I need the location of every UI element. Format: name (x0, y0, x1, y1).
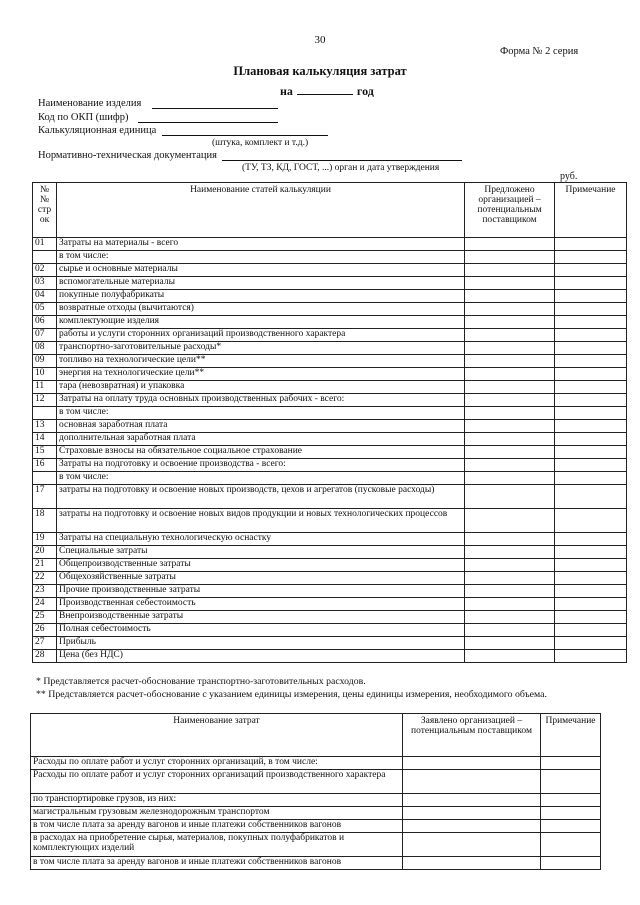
costs-header-declared: Заявлено организацией – потенциальным поставщиком (403, 714, 541, 757)
header-row-number: № № стр ок (33, 183, 57, 238)
product-name-line[interactable] (152, 108, 278, 109)
row-note-cell[interactable] (555, 355, 627, 368)
row-proposed-cell[interactable] (465, 624, 555, 637)
row-proposed-cell[interactable] (465, 316, 555, 329)
costs-row (31, 857, 601, 870)
costs-declared-cell[interactable] (403, 794, 541, 807)
table-row (33, 637, 627, 650)
costs-table (30, 713, 601, 870)
row-number: 11 (33, 381, 57, 394)
header-item-name: Наименование статей калькуляции (57, 183, 465, 238)
row-number: 05 (33, 303, 57, 316)
row-item-name: Внепроизводственные затраты (57, 611, 465, 624)
row-item-name: затраты на подготовку и освоение новых видов продукции и новых технологических процессов (57, 509, 465, 533)
row-number: 28 (33, 650, 57, 663)
costs-note-cell[interactable] (541, 807, 601, 820)
row-note-cell[interactable] (555, 611, 627, 624)
table-row (33, 407, 627, 420)
costs-item-name: в том числе плата за аренду вагонов и иные платежи собственников вагонов (31, 857, 403, 870)
row-proposed-cell[interactable] (465, 546, 555, 559)
costs-note-cell[interactable] (541, 833, 601, 857)
row-item-name: тара (невозвратная) и упаковка (57, 381, 465, 394)
footnote-one-star: * Представляется расчет-обоснование транспортно-заготовительных расходов. (36, 676, 366, 687)
table-row (33, 238, 627, 251)
row-number (33, 472, 57, 485)
costs-declared-cell[interactable] (403, 820, 541, 833)
row-note-cell[interactable] (555, 485, 627, 509)
table-row (33, 485, 627, 509)
row-proposed-cell[interactable] (465, 355, 555, 368)
row-number: 03 (33, 277, 57, 290)
table-row (33, 546, 627, 559)
row-item-name: в том числе: (57, 251, 465, 264)
row-proposed-cell[interactable] (465, 598, 555, 611)
table-row (33, 264, 627, 277)
table-row (33, 559, 627, 572)
row-number: 06 (33, 316, 57, 329)
costs-note-cell[interactable] (541, 794, 601, 807)
table-row (33, 533, 627, 546)
table-row (33, 650, 627, 663)
table-row (33, 624, 627, 637)
row-note-cell[interactable] (555, 277, 627, 290)
row-item-name: Специальные затраты (57, 546, 465, 559)
document-title: Плановая калькуляция затрат (233, 64, 407, 78)
row-note-cell[interactable] (555, 238, 627, 251)
row-number: 19 (33, 533, 57, 546)
normative-docs-label: Нормативно-техническая документация (38, 150, 217, 161)
row-item-name: комплектующие изделия (57, 316, 465, 329)
row-number: 20 (33, 546, 57, 559)
row-number: 13 (33, 420, 57, 433)
table-row (33, 420, 627, 433)
row-item-name: Цена (без НДС) (57, 650, 465, 663)
row-item-name: Общепроизводственные затраты (57, 559, 465, 572)
row-note-cell[interactable] (555, 420, 627, 433)
table-row (33, 472, 627, 485)
row-number: 08 (33, 342, 57, 355)
row-item-name: в том числе: (57, 407, 465, 420)
row-proposed-cell[interactable] (465, 329, 555, 342)
row-number: 17 (33, 485, 57, 509)
row-proposed-cell[interactable] (465, 407, 555, 420)
row-number: 07 (33, 329, 57, 342)
row-number: 24 (33, 598, 57, 611)
row-number: 12 (33, 394, 57, 407)
header-note: Примечание (555, 183, 627, 238)
row-proposed-cell[interactable] (465, 277, 555, 290)
row-number: 16 (33, 459, 57, 472)
table-row (33, 433, 627, 446)
row-number: 01 (33, 238, 57, 251)
table-row (33, 446, 627, 459)
table-row (33, 381, 627, 394)
row-number: 27 (33, 637, 57, 650)
row-note-cell[interactable] (555, 316, 627, 329)
normative-docs-line[interactable] (222, 160, 462, 161)
row-item-name: основная заработная плата (57, 420, 465, 433)
row-item-name: Прочие производственные затраты (57, 585, 465, 598)
costs-item-name: Расходы по оплате работ и услуг сторонних организаций производственного характера (31, 770, 403, 794)
table-row (33, 290, 627, 303)
row-item-name: топливо на технологические цели** (57, 355, 465, 368)
row-proposed-cell[interactable] (465, 650, 555, 663)
row-note-cell[interactable] (555, 624, 627, 637)
row-item-name: Затраты на материалы - всего (57, 238, 465, 251)
row-item-name: вспомогательные материалы (57, 277, 465, 290)
row-proposed-cell[interactable] (465, 433, 555, 446)
table-row (33, 329, 627, 342)
row-note-cell[interactable] (555, 381, 627, 394)
row-item-name: работы и услуги сторонних организаций производственного характера (57, 329, 465, 342)
table-row (33, 572, 627, 585)
row-note-cell[interactable] (555, 637, 627, 650)
costs-note-cell[interactable] (541, 820, 601, 833)
currency-label: руб. (560, 171, 578, 182)
row-proposed-cell[interactable] (465, 637, 555, 650)
row-item-name: транспортно-заготовительные расходы* (57, 342, 465, 355)
row-note-cell[interactable] (555, 585, 627, 598)
costs-item-name: в том числе плата за аренду вагонов и иные платежи собственников вагонов (31, 820, 403, 833)
row-item-name: Страховые взносы на обязательное социальное страхование (57, 446, 465, 459)
row-item-name: энергия на технологические цели** (57, 368, 465, 381)
row-proposed-cell[interactable] (465, 264, 555, 277)
table-row (33, 277, 627, 290)
row-item-name: дополнительная заработная плата (57, 433, 465, 446)
row-proposed-cell[interactable] (465, 368, 555, 381)
calc-unit-label: Калькуляционная единица (38, 125, 157, 136)
row-item-name: Полная себестоимость (57, 624, 465, 637)
row-note-cell[interactable] (555, 533, 627, 546)
year-prefix: на (280, 84, 293, 98)
table-row (33, 394, 627, 407)
normative-docs-hint: (ТУ, ТЗ, КД, ГОСТ, ...) орган и дата утверждения (242, 163, 440, 173)
row-proposed-cell[interactable] (465, 303, 555, 316)
row-proposed-cell[interactable] (465, 290, 555, 303)
page-number: 30 (314, 34, 326, 46)
row-item-name: в том числе: (57, 472, 465, 485)
row-note-cell[interactable] (555, 303, 627, 316)
costs-note-cell[interactable] (541, 770, 601, 794)
row-note-cell[interactable] (555, 509, 627, 533)
costs-note-cell[interactable] (541, 757, 601, 770)
costs-row (31, 794, 601, 807)
costs-declared-cell[interactable] (403, 857, 541, 870)
row-note-cell[interactable] (555, 290, 627, 303)
costs-header-note: Примечание (541, 714, 601, 757)
table-row (33, 303, 627, 316)
row-note-cell[interactable] (555, 650, 627, 663)
costs-declared-cell[interactable] (403, 757, 541, 770)
row-item-name: сырье и основные материалы (57, 264, 465, 277)
row-note-cell[interactable] (555, 264, 627, 277)
row-item-name: Производственная себестоимость (57, 598, 465, 611)
costs-row (31, 807, 601, 820)
row-note-cell[interactable] (555, 559, 627, 572)
row-item-name: Общехозяйственные затраты (57, 572, 465, 585)
product-name-label: Наименование изделия (38, 98, 142, 109)
costs-item-name: Расходы по оплате работ и услуг сторонних организаций, в том числе: (31, 757, 403, 770)
row-proposed-cell[interactable] (465, 251, 555, 264)
costs-row (31, 820, 601, 833)
row-number: 10 (33, 368, 57, 381)
row-number: 21 (33, 559, 57, 572)
row-proposed-cell[interactable] (465, 381, 555, 394)
row-note-cell[interactable] (555, 472, 627, 485)
row-proposed-cell[interactable] (465, 485, 555, 509)
okp-code-label: Код по ОКП (шифр) (38, 112, 129, 123)
row-number (33, 251, 57, 264)
table-row (33, 316, 627, 329)
year-suffix: год (356, 84, 374, 98)
row-proposed-cell[interactable] (465, 394, 555, 407)
costs-header-name: Наименование затрат (31, 714, 403, 757)
row-proposed-cell[interactable] (465, 572, 555, 585)
row-proposed-cell[interactable] (465, 533, 555, 546)
row-proposed-cell[interactable] (465, 446, 555, 459)
header-proposed: Предложено организацией – потенциальным поставщиком (465, 183, 555, 238)
row-item-name: возвратные отходы (вычитаются) (57, 303, 465, 316)
calc-unit-hint: (штука, комплект и т.д.) (212, 138, 309, 148)
row-note-cell[interactable] (555, 368, 627, 381)
row-number: 22 (33, 572, 57, 585)
row-note-cell[interactable] (555, 329, 627, 342)
footnote-two-star: ** Представляется расчет-обоснование с указанием единицы измерения, цены единицы измерения, необходимого объема. (36, 689, 547, 700)
row-number (33, 407, 57, 420)
year-blank[interactable] (297, 84, 353, 95)
row-item-name: Прибыль (57, 637, 465, 650)
table-row (33, 509, 627, 533)
table-row (33, 611, 627, 624)
costs-item-name: в расходах на приобретение сырья, материалов, покупных полуфабрикатов и комплектующих изделий (31, 833, 403, 857)
calc-unit-line[interactable] (162, 135, 328, 136)
row-proposed-cell[interactable] (465, 459, 555, 472)
row-proposed-cell[interactable] (465, 342, 555, 355)
table-row (33, 342, 627, 355)
row-item-name: Затраты на оплату труда основных производственных рабочих - всего: (57, 394, 465, 407)
okp-code-line[interactable] (138, 122, 278, 123)
costs-row (31, 770, 601, 794)
row-note-cell[interactable] (555, 459, 627, 472)
row-number: 09 (33, 355, 57, 368)
costs-declared-cell[interactable] (403, 833, 541, 857)
table-row (33, 368, 627, 381)
calculation-table (32, 182, 627, 663)
row-note-cell[interactable] (555, 407, 627, 420)
costs-item-name: магистральным грузовым железнодорожным транспортом (31, 807, 403, 820)
costs-row (31, 757, 601, 770)
row-note-cell[interactable] (555, 546, 627, 559)
form-label: Форма № 2 серия (500, 46, 579, 57)
row-number: 14 (33, 433, 57, 446)
costs-item-name: по транспортировке грузов, из них: (31, 794, 403, 807)
row-note-cell[interactable] (555, 433, 627, 446)
row-number: 23 (33, 585, 57, 598)
row-number: 15 (33, 446, 57, 459)
row-proposed-cell[interactable] (465, 585, 555, 598)
costs-note-cell[interactable] (541, 857, 601, 870)
row-number: 25 (33, 611, 57, 624)
row-note-cell[interactable] (555, 572, 627, 585)
row-item-name: затраты на подготовку и освоение новых производств, цехов и агрегатов (пусковые расходы) (57, 485, 465, 509)
table-row (33, 598, 627, 611)
row-proposed-cell[interactable] (465, 420, 555, 433)
row-item-name: Затраты на подготовку и освоение производства - всего: (57, 459, 465, 472)
row-note-cell[interactable] (555, 251, 627, 264)
costs-row (31, 833, 601, 857)
row-note-cell[interactable] (555, 598, 627, 611)
row-number: 26 (33, 624, 57, 637)
costs-declared-cell[interactable] (403, 807, 541, 820)
row-proposed-cell[interactable] (465, 472, 555, 485)
year-line (280, 84, 374, 99)
row-item-name: покупные полуфабрикаты (57, 290, 465, 303)
row-note-cell[interactable] (555, 342, 627, 355)
row-proposed-cell[interactable] (465, 509, 555, 533)
row-number: 04 (33, 290, 57, 303)
row-proposed-cell[interactable] (465, 559, 555, 572)
table-row (33, 459, 627, 472)
row-note-cell[interactable] (555, 394, 627, 407)
table-row (33, 251, 627, 264)
row-proposed-cell[interactable] (465, 238, 555, 251)
table-row (33, 585, 627, 598)
table-row (33, 355, 627, 368)
row-note-cell[interactable] (555, 446, 627, 459)
row-item-name: Затраты на специальную технологическую оснастку (57, 533, 465, 546)
costs-declared-cell[interactable] (403, 770, 541, 794)
row-number: 18 (33, 509, 57, 533)
row-number: 02 (33, 264, 57, 277)
row-proposed-cell[interactable] (465, 611, 555, 624)
